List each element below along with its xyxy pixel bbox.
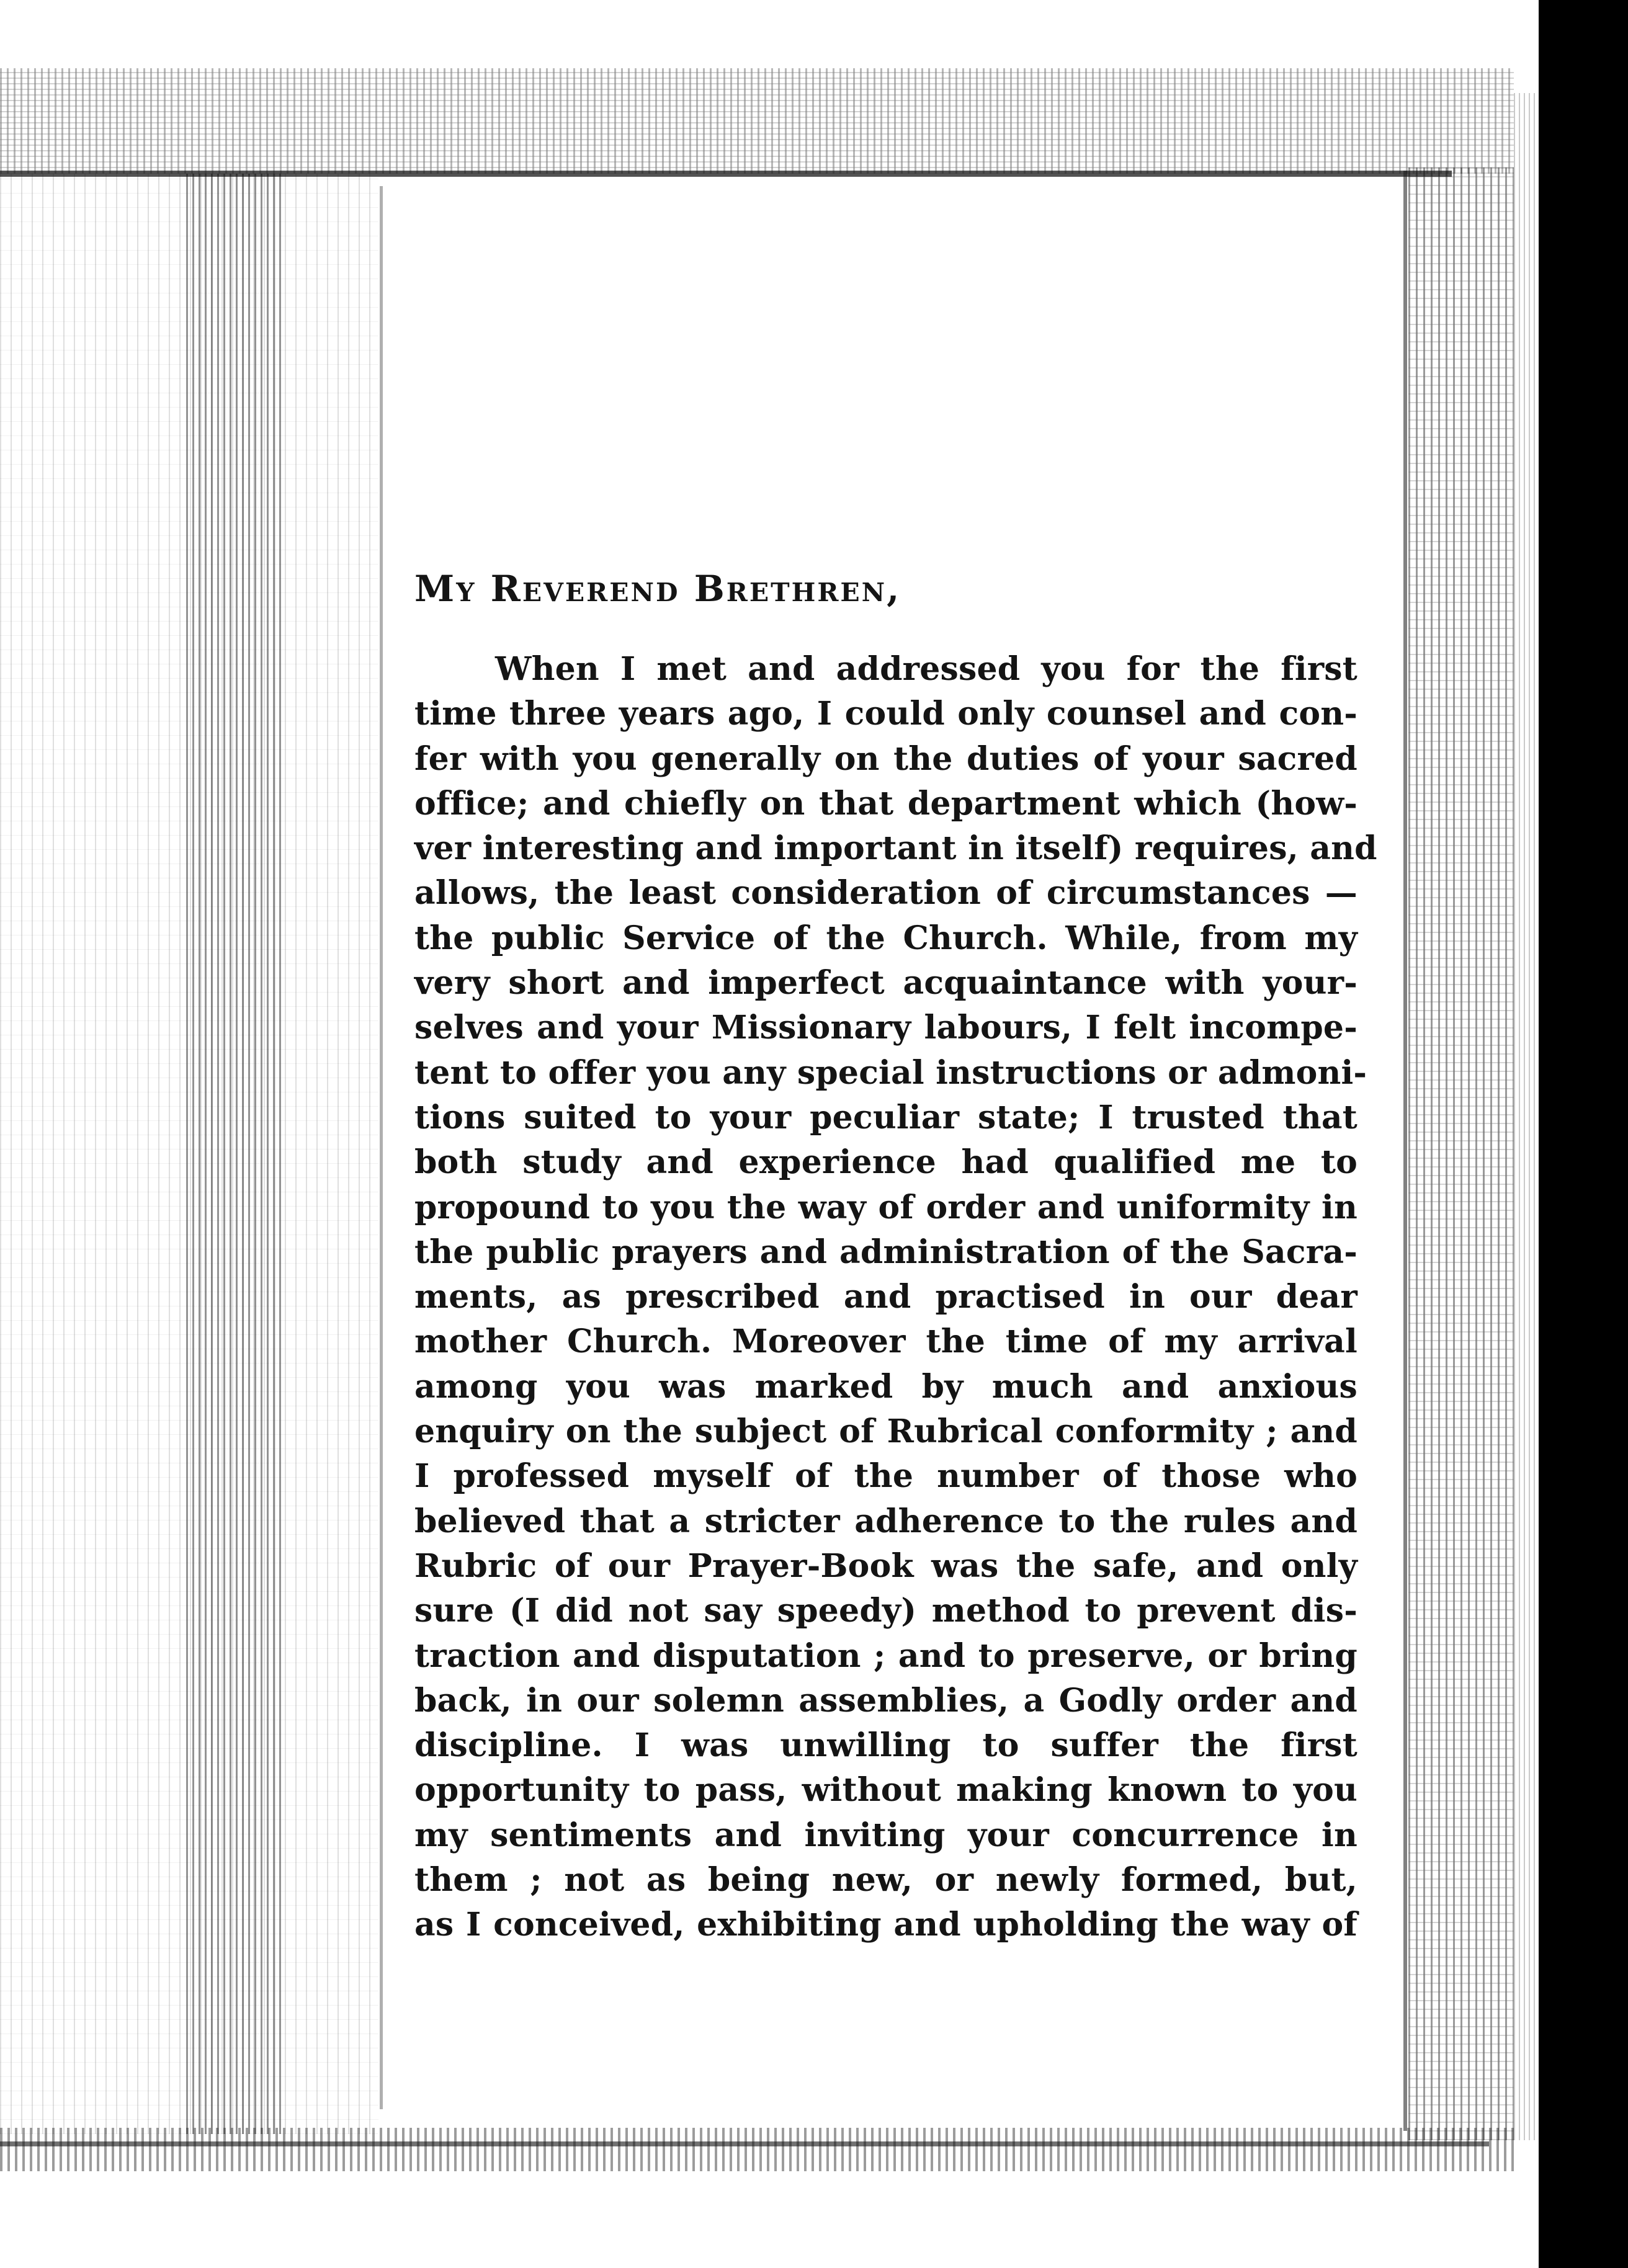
text-line: ver interesting and important in itself) requires, and	[414, 829, 1377, 868]
scan-background-margin	[1539, 0, 1628, 2268]
text-line: the public Service of the Church. While, from my	[414, 919, 1357, 957]
text-line: traction and disputation ; and to preserve, or bring	[414, 1636, 1357, 1675]
text-line: tions suited to your peculiar state; I trusted that	[414, 1098, 1357, 1136]
salutation: My Reverend Brethren,	[414, 568, 901, 610]
letter-text-block	[414, 568, 1377, 1948]
text-line: allows, the least consideration of circumstances —	[414, 874, 1357, 913]
right-border-noise	[1408, 167, 1514, 2140]
text-line: office; and chiefly on that department which (how-	[414, 784, 1357, 823]
text-line: time three years ago, I could only counsel and con-	[414, 695, 1357, 733]
bottom-border-noise	[0, 2128, 1514, 2171]
text-line: them ; not as being new, or newly formed, but,	[414, 1861, 1357, 1900]
body-paragraph	[414, 647, 1377, 1948]
text-line: the public prayers and administration of the Sacra-	[414, 1233, 1357, 1271]
text-line: ments, as prescribed and practised in our dear	[414, 1278, 1357, 1316]
text-line: selves and your Missionary labours, I felt incompe-	[414, 1009, 1357, 1047]
text-line: fer with you generally on the duties of your sacred	[414, 739, 1357, 778]
text-line: propound to you the way of order and uniformity in	[414, 1188, 1357, 1226]
text-line: enquiry on the subject of Rubrical conformity ; and	[414, 1413, 1357, 1451]
gutter-edge	[380, 186, 383, 2109]
right-page-edge	[1403, 171, 1407, 2131]
text-line: both study and experience had qualified me to	[414, 1143, 1357, 1182]
top-border-noise	[0, 68, 1514, 174]
text-line: very short and imperfect acquaintance with your-	[414, 964, 1357, 1002]
text-line: I professed myself of the number of those who	[414, 1457, 1357, 1496]
text-line: among you was marked by much and anxious	[414, 1367, 1357, 1406]
text-line: mother Church. Moreover the time of my arrival	[414, 1323, 1357, 1361]
text-line: Rubric of our Prayer-Book was the safe, and only	[414, 1547, 1357, 1585]
text-line: back, in our solemn assemblies, a Godly order and	[414, 1681, 1357, 1720]
page-stack-edges	[1514, 93, 1539, 2140]
text-line: as I conceived, exhibiting and upholding the way of	[414, 1906, 1357, 1944]
bottom-page-edge	[0, 2141, 1489, 2146]
text-line: discipline. I was unwilling to suffer the first	[414, 1726, 1357, 1765]
text-line: When I met and addressed you for the first	[495, 650, 1357, 688]
text-line: my sentiments and inviting your concurrence in	[414, 1816, 1357, 1854]
book-gutter	[186, 174, 285, 2134]
text-line: sure (I did not say speedy) method to prevent dis-	[414, 1592, 1357, 1630]
text-line: believed that a stricter adherence to the rules and	[414, 1502, 1357, 1540]
text-line: opportunity to pass, without making known to you	[414, 1771, 1357, 1810]
text-line: tent to offer you any special instructions or admoni-	[414, 1053, 1367, 1092]
